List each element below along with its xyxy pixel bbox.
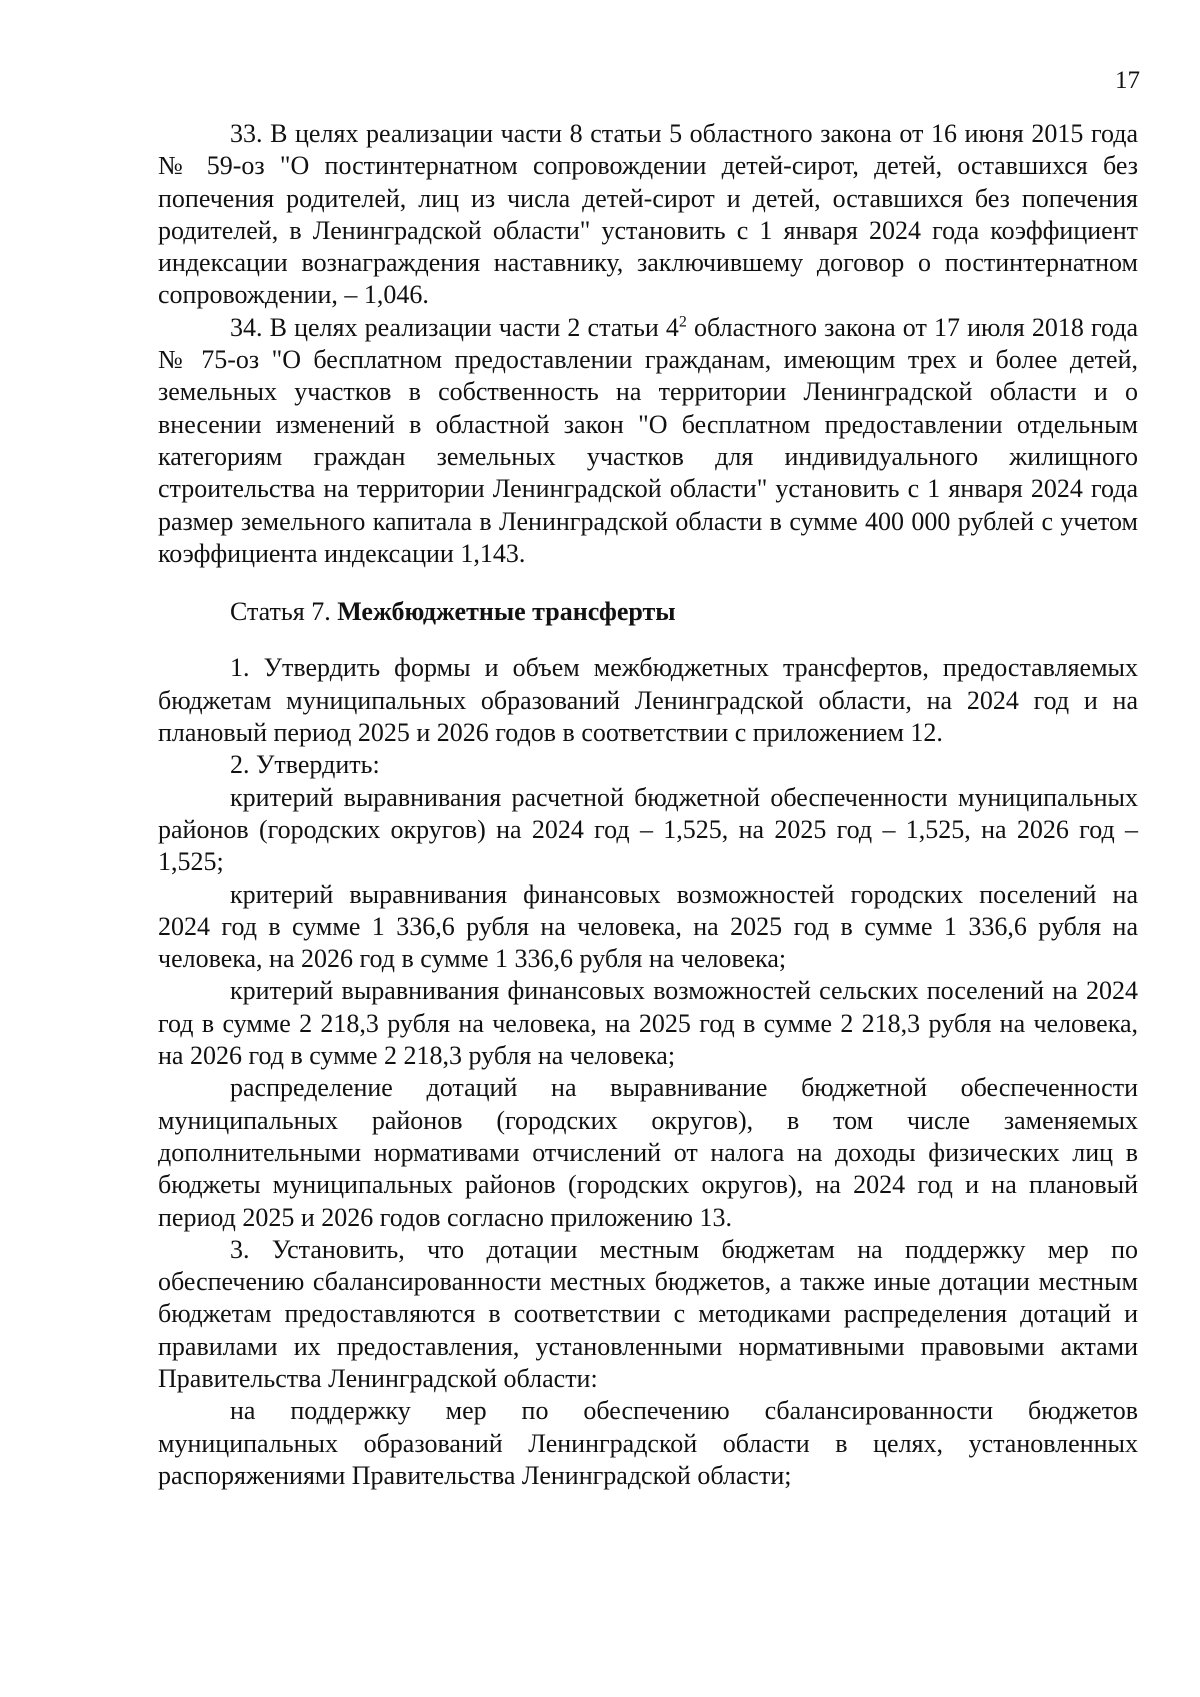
article-heading — [158, 596, 1138, 628]
paragraph-item-3: 3. Установить, что дотации местным бюджетам на поддержку мер по обеспечению сбалансированности местных бюджетов, а также иные дотации местным бюджетам предоставляются в соответствии с методиками распределения дотаций и правилами их предоставления, установленными нормативными правовыми актами Правительства Ленинградской области: — [158, 1234, 1138, 1393]
paragraph-item-1: 1. Утвердить формы и объем межбюджетных трансфертов, предоставляемых бюджетам муниципальных образований Ленинградской области, на 2024 год и на плановый период 2025 и 2026 годов в соответствии с приложением 12. — [158, 653, 1138, 748]
page-number: 17 — [1115, 67, 1140, 94]
paragraph-criterion-districts: критерий выравнивания расчетной бюджетной обеспеченности муниципальных районов (городских округов) на 2024 год – 1,525, на 2025 год – 1,525, на 2026 год – 1,525; — [158, 782, 1138, 877]
paragraph-34-text-before: 34. В целях реализации части 2 статьи 4 — [230, 312, 679, 342]
paragraph-distribution: распределение дотаций на выравнивание бюджетной обеспеченности муниципальных районов (городских округов), в том числе заменяемых дополнительными нормативами отчислений от налога на доходы физических лиц в бюджеты муниципальных районов (городских округов), на 2024 год и на плановый период 2025 и 2026 годов согласно приложению 13. — [158, 1073, 1138, 1232]
document-body — [158, 118, 1138, 1492]
paragraph-criterion-urban: критерий выравнивания финансовых возможностей городских поселений на 2024 год в сумме 1 336,6 рубля на человека, на 2025 год в сумме 1 336,6 рубля на человека, на 2026 год в сумме 1 336,6 рубля на человека; — [158, 879, 1138, 974]
paragraph-33: 33. В целях реализации части 8 статьи 5 областного закона от 16 июня 2015 года № 59-оз "О постинтернатном сопровождении детей-сирот, детей, оставшихся без попечения родителей, лиц из числа детей-сирот и детей, оставшихся без попечения родителей, в Ленинградской области" установить с 1 января 2024 года коэффициент индексации вознаграждения наставнику, заключившему договор о постинтернатном сопровождении, – 1,046. — [158, 119, 1138, 310]
spacer — [158, 570, 1138, 596]
paragraph-balance-support: на поддержку мер по обеспечению сбалансированности бюджетов муниципальных образований Ленинградской области в целях, установленных распоряжениями Правительства Ленинградской области; — [158, 1396, 1138, 1490]
paragraph-item-2: 2. Утвердить: — [230, 750, 380, 780]
paragraph-34-text-after: областного закона от 17 июля 2018 года № 75-оз "О бесплатном предоставлении гражданам, имеющим трех и более детей, земельных участков в собственность на территории Ленинградской области и о внесении изменений в областной закон "О бесплатном предоставлении отдельным категориям граждан земельных участков для индивидуального жилищного строительства на территории Ленинградской области" установить с 1 января 2024 года размер земельного капитала в Ленинградской области в сумме 400 000 рублей с учетом коэффициента индексации 1,143. — [158, 312, 1139, 568]
spacer — [158, 628, 1138, 652]
article-heading-prefix: Статья 7. — [230, 597, 338, 627]
paragraph-34-superscript: 2 — [678, 313, 687, 331]
article-heading-title: Межбюджетные трансферты — [337, 597, 676, 627]
paragraph-34 — [158, 312, 1138, 570]
paragraph-criterion-rural: критерий выравнивания финансовых возможностей сельских поселений на 2024 год в сумме 2 218,3 рубля на человека, на 2025 год в сумме 2 218,3 рубля на человека, на 2026 год в сумме 2 218,3 рубля на человека; — [158, 976, 1138, 1071]
